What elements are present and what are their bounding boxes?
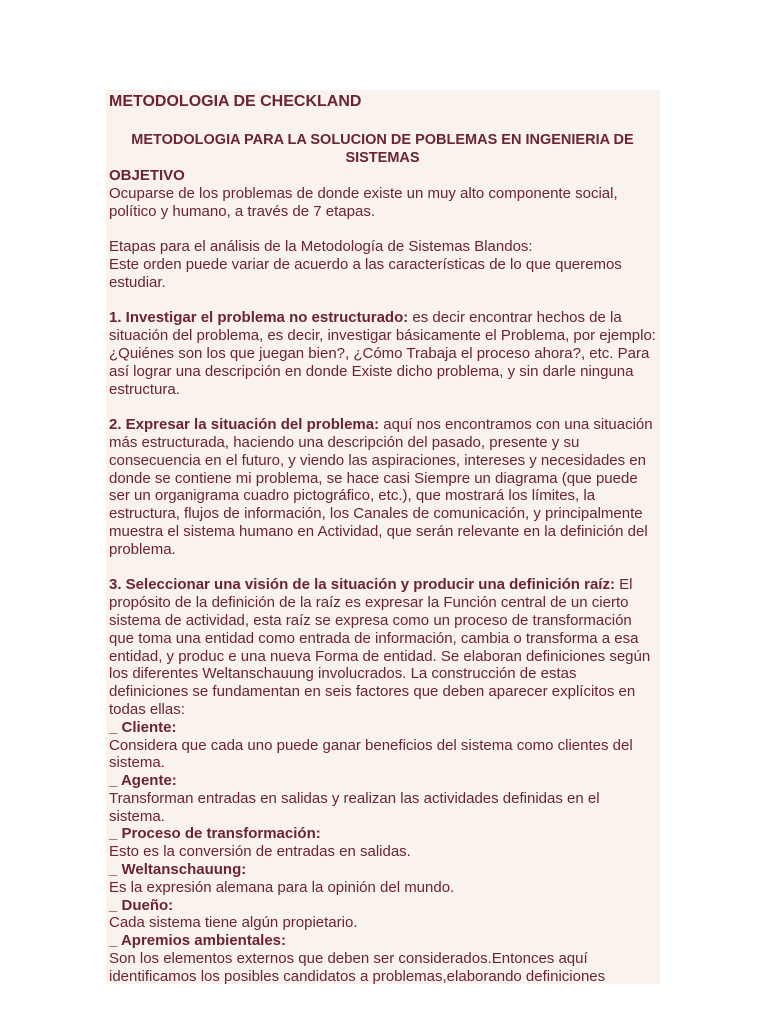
factor-dueno-label: _ Dueño: [109,896,174,914]
document-subtitle: METODOLOGIA PARA LA SOLUCION DE POBLEMAS EN INGENIERIA DE SISTEMAS [131,132,634,166]
step-3-paragraph [109,576,656,718]
factor-cliente-label: _ Cliente: [109,718,177,736]
factor-agente-label: _ Agente: [109,772,177,790]
step-2-text: aquí nos encontramos con una situación más estructurada, haciendo una descripción del pasado, presente y su consecuencia en el futuro, y viendo las aspiraciones, intereses y necesidades en donde se contiene mi problema, se hace casi Siempre un diagrama (que puede ser un organigrama cuadro pictográfico, etc.), que mostrará los límites, la estructura, flujos de información, los Canales de comunicación, y principalmente muestra el sistema humano en Actividad, que serán relevante en la definición del problema. [109,416,653,558]
factor-cliente-text: Considera que cada uno puede ganar beneficios del sistema como clientes del sistema. [109,736,633,772]
step-1-paragraph [109,309,656,398]
spacer [109,220,656,238]
objective-heading: OBJETIVO [109,167,185,184]
step-1-text: es decir encontrar hechos de la situación del problema, es decir, investigar básicamente el Problema, por ejemplo: ¿Quiénes son los que juegan bien?, ¿Cómo Trabaja el proceso ahora?, etc. Para así lograr una descripción en donde Existe dicho problema, y sin darle ninguna estructura. [109,309,656,398]
step-3-heading: 3. Seleccionar una visión de la situación y producir una definición raíz: [109,576,615,594]
objective-text: Ocuparse de los problemas de donde existe un muy alto componente social, político y humano, a través de 7 etapas. [109,184,618,220]
step-2-paragraph [109,416,656,558]
factor-proceso-label: _ Proceso de transformación: [109,825,321,843]
stages-intro-line-1: Etapas para el análisis de la Metodología de Sistemas Blandos: [109,238,533,256]
factor-proceso-text: Esto es la conversión de entradas en salidas. [109,843,411,861]
factor-weltanschauung-label: _ Weltanschauung: [109,861,247,879]
factor-apremios-label: _ Apremios ambientales: [109,932,287,950]
factor-agente-text: Transforman entradas en salidas y realizan las actividades definidas en el sistema. [109,789,600,825]
step-1-heading: 1. Investigar el problema no estructurado: [109,309,409,327]
factor-dueno-text: Cada sistema tiene algún propietario. [109,914,358,932]
factor-apremios-text: Son los elementos externos que deben ser considerados.Entonces aquí identificamos los posibles candidatos a problemas,elaborando definiciones [109,950,606,984]
stages-intro-line-2: Este orden puede variar de acuerdo a las características de lo que queremos estudiar. [109,255,622,291]
factor-weltanschauung-text: Es la expresión alemana para la opinión del mundo. [109,878,455,896]
document-title: METODOLOGIA DE CHECKLAND [109,93,362,110]
spacer [109,559,656,577]
step-2-heading: 2. Expresar la situación del problema: [109,416,380,434]
step-3-text: El propósito de la definición de la raíz es expresar la Función central de un cierto sistema de actividad, esta raíz se expresa como un proceso de transformación que toma una entidad como entrada de información, cambia o transforma a esa entidad, y produc e una nueva Forma de entidad. Se elaboran definiciones según los diferentes Weltanschauung involucrados. La construcción de estas definiciones se fundamentan en seis factores que deben aparecer explícitos en todas ellas: [109,576,651,718]
spacer [109,398,656,416]
document-content [106,90,660,984]
spacer [109,292,656,310]
